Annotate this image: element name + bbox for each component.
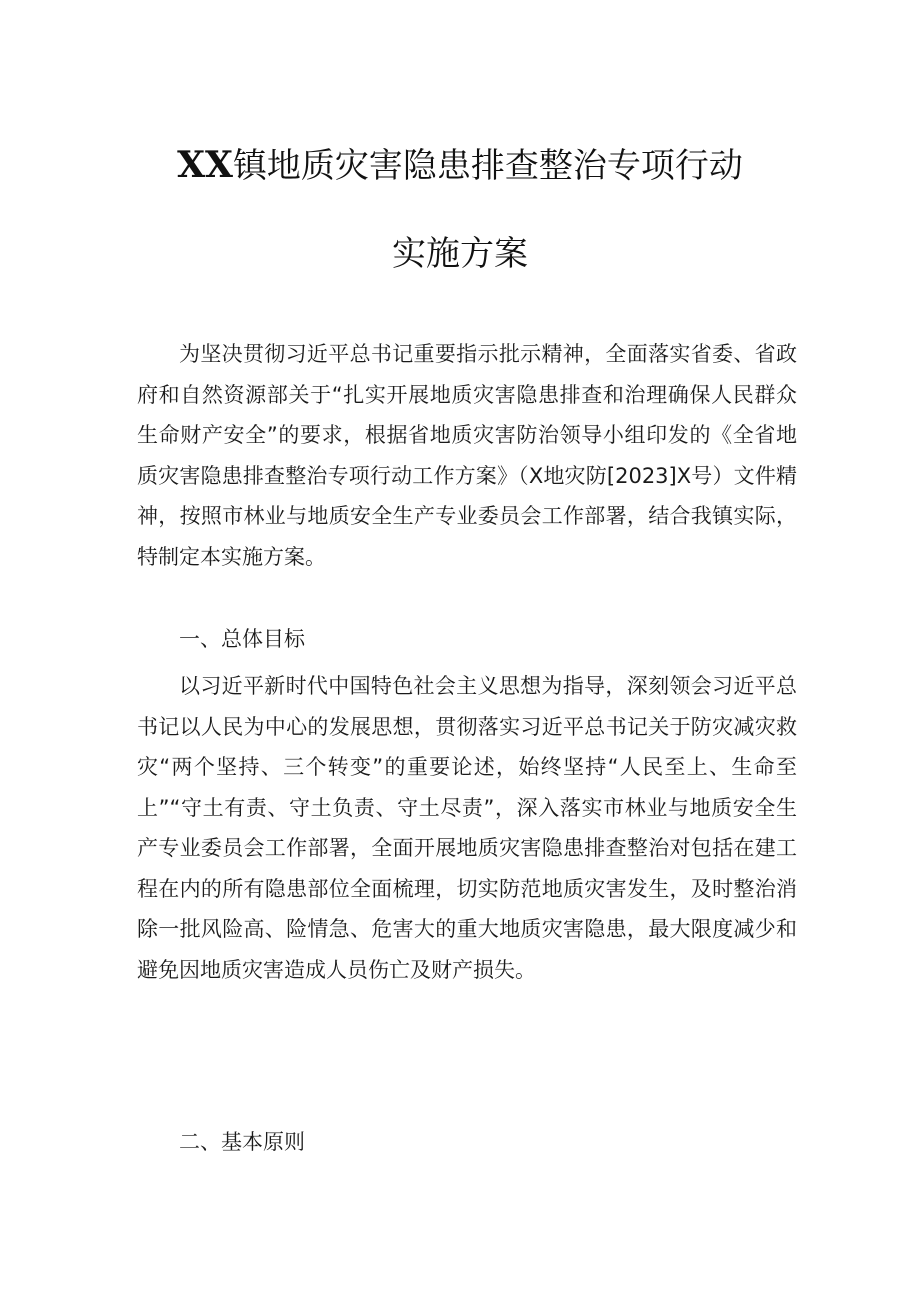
- document-title-line-1: [0, 138, 920, 187]
- section-1-heading: 一、总体目标: [179, 627, 305, 651]
- intro-paragraph: 为坚决贯彻习近平总书记重要指示批示精神，全面落实省委、省政府和自然资源部关于“扎实开展地质灾害隐患排查和治理确保人民群众生命财产安全”的要求，根据省地质灾害防治领导小组印发的《全省地质灾害隐患排查整治专项行动工作方案》（X地灾防[2023]X号）文件精神，按照市林业与地质安全生产专业委员会工作部署，结合我镇实际，特制定本实施方案。: [137, 342, 797, 569]
- document-title-line-2: 实施方案: [392, 234, 528, 274]
- title-line-1-text: 镇地质灾害隐患排查整治专项行动: [232, 146, 743, 186]
- section-2-heading: 二、基本原则: [179, 1130, 305, 1154]
- title-prefix: XX: [177, 144, 233, 186]
- section-1-paragraph: 以习近平新时代中国特色社会主义思想为指导，深刻领会习近平总书记以人民为中心的发展思想，贯彻落实习近平总书记关于防灾减灾救灾“两个坚持、三个转变”的重要论述，始终坚持“人民至上、生命至上”“守土有责、守土负责、守土尽责”，深入落实市林业与地质安全生产专业委员会工作部署，全面开展地质灾害隐患排查整治对包括在建工程在内的所有隐患部位全面梳理，切实防范地质灾害发生，及时整治消除一批风险高、险情急、危害大的重大地质灾害隐患，最大限度减少和避免因地质灾害造成人员伤亡及财产损失。: [137, 674, 797, 982]
